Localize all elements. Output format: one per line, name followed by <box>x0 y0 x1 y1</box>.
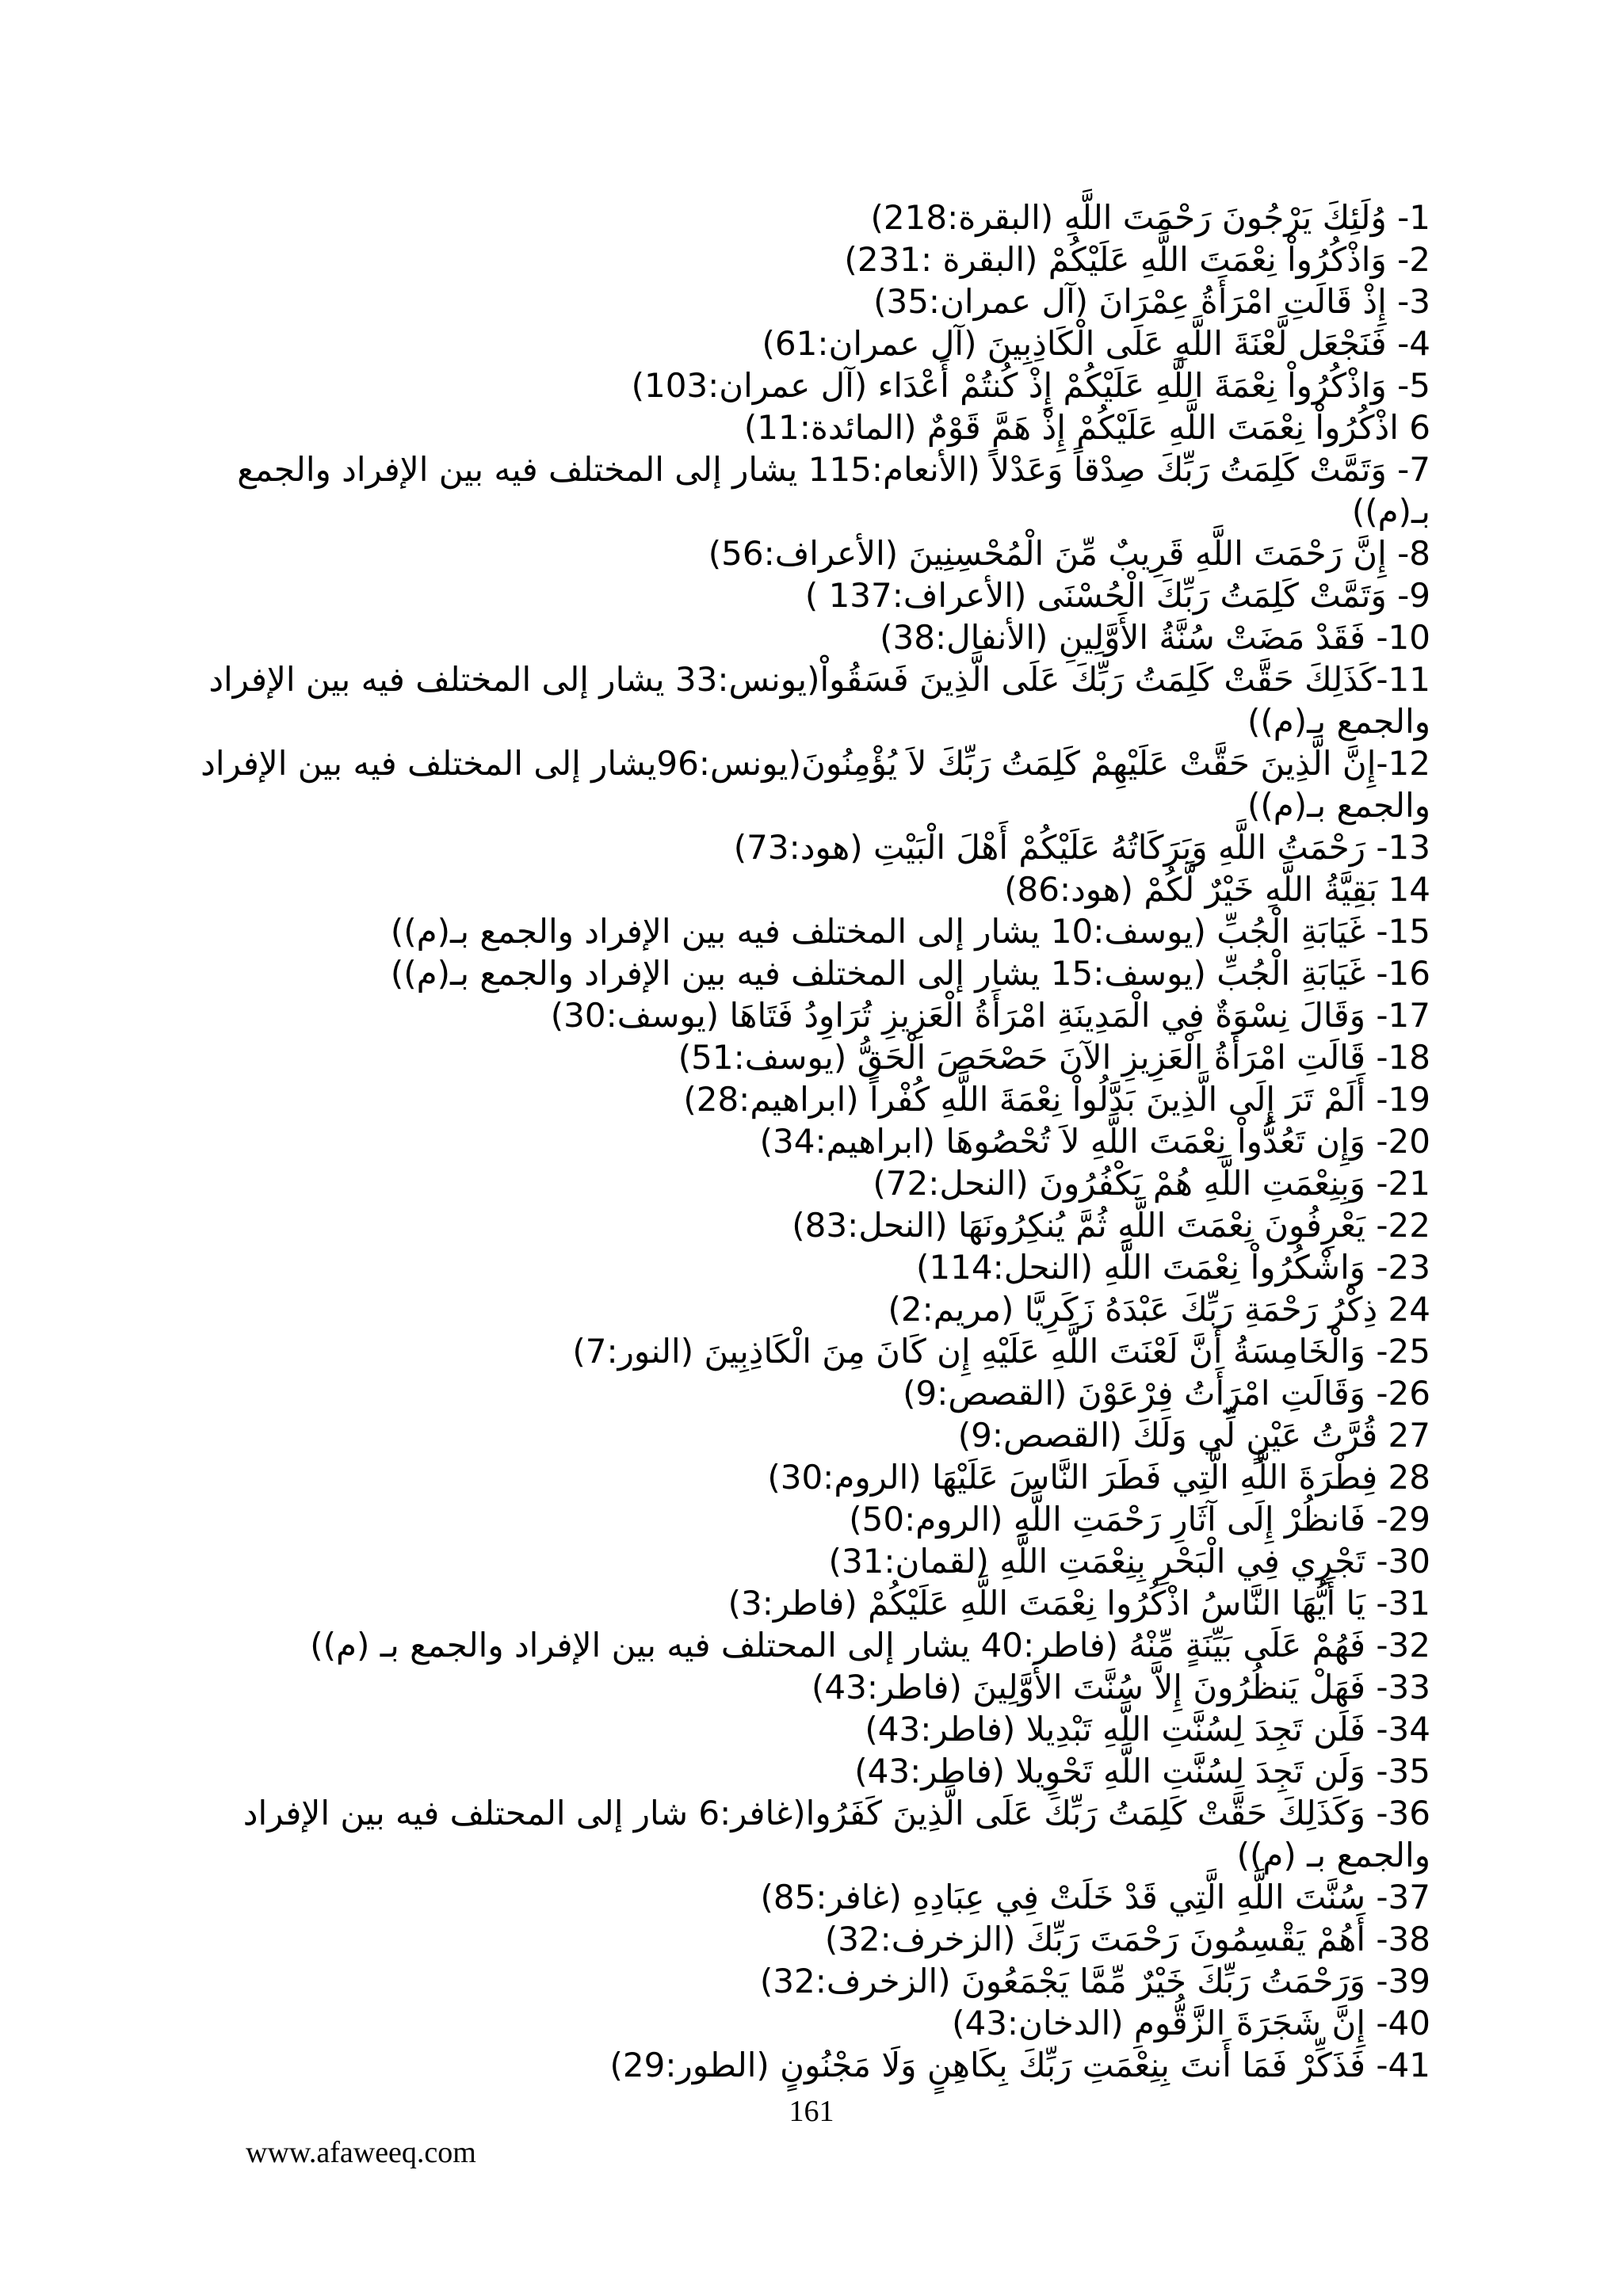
verse-line-6: 6 اذْكُرُواْ نِعْمَتَ اللَّهِ عَلَيْكُمْ إِذْ هَمَّ قَوْمٌ (المائدة:11) <box>743 408 1430 447</box>
verse-line-25: 25- وَالْخَامِسَةُ أَنَّ لَعْنَتَ اللَّهِ عَلَيْهِ إِن كَانَ مِنَ الْكَاذِبِينَ (النور:7) <box>572 1332 1430 1371</box>
verse-line-20: 20- وَإِن تَعُدُّواْ نِعْمَتَ اللَّهِ لاَ تُحْصُوهَا (ابراهيم:34) <box>759 1122 1430 1161</box>
verse-line-11: 11-كَذَلِكَ حَقَّتْ كَلِمَتُ رَبِّكَ عَلَى الَّذِينَ فَسَقُواْ(يونس:33 يشار إلى المختلف فيه بين الإفراد والجمع بـ(م)) <box>208 660 1430 741</box>
verse-line-28: 28 فِطْرَةَ اللَّهِ الَّتِي فَطَرَ النَّاسَ عَلَيْهَا (الروم:30) <box>767 1458 1430 1497</box>
verse-line-31: 31- يَا أَيُّهَا النَّاسُ اذْكُرُوا نِعْمَتَ اللَّهِ عَلَيْكُمْ (فاطر:3) <box>727 1584 1430 1623</box>
verse-line-9: 9- وَتَمَّتْ كَلِمَتُ رَبِّكَ الْحُسْنَى (الأعراف:137 ) <box>804 576 1430 615</box>
verse-line-1: 1- وُلَئِكَ يَرْجُونَ رَحْمَتَ اللَّهِ (البقرة:218) <box>870 198 1430 237</box>
verse-line-22: 22- يَعْرِفُونَ نِعْمَتَ اللَّهِ ثُمَّ يُنكِرُونَهَا (النحل:83) <box>792 1206 1430 1245</box>
verse-line-10: 10- فَقَدْ مَضَتْ سُنَّةُ الأَوَّلِينِ (الأنفال:38) <box>880 618 1430 657</box>
verse-line-19: 19- أَلَمْ تَرَ إِلَى الَّذِينَ بَدَّلُواْ نِعْمَةَ اللَّهِ كُفْراً (ابراهيم:28) <box>683 1080 1430 1119</box>
footer-url: www.afaweeq.com <box>246 2136 476 2169</box>
verse-line-4: 4- فَنَجْعَل لَّعْنَةَ اللَّهِ عَلَى الْكَاذِبِينَ (آل عمران:61) <box>762 324 1430 363</box>
verse-line-32: 32- فَهُمْ عَلَى بَيِّنَةٍ مِّنْهُ (فاطر:40 يشار إلى المحتلف فيه بين الإفراد والجمع بـ (م)) <box>310 1626 1430 1665</box>
verse-line-18: 18- قَالَتِ امْرَأَةُ الْعَزِيزِ الآنَ حَصْحَصَ الْحَقُّ (يوسف:51) <box>678 1038 1430 1077</box>
verse-line-41: 41- فَذَكِّرْ فَمَا أَنتَ بِنِعْمَتِ رَبِّكَ بِكَاهِنٍ وَلَا مَجْنُونٍ (الطور:29) <box>609 2046 1430 2084</box>
verse-line-16: 16- غَيَابَةِ الْجُبِّ (يوسف:15 يشار إلى المختلف فيه بين الإفراد والجمع بـ(م)) <box>390 954 1430 993</box>
verse-line-30: 30- تَجْرِي فِي الْبَحْرِ بِنِعْمَتِ اللَّهِ (لقمان:31) <box>828 1542 1430 1581</box>
verse-line-13: 13- رَحْمَتُ اللَّهِ وَبَرَكَاتُهُ عَلَيْكُمْ أَهْلَ الْبَيْتِ (هود:73) <box>733 828 1430 867</box>
page-number: 161 <box>789 2095 834 2128</box>
verse-line-14: 14 بَقِيَّةُ اللَّهِ خَيْرٌ لَّكُمْ (هود:86) <box>1004 870 1430 909</box>
verse-line-29: 29- فَانظُرْ إِلَى آثَارِ رَحْمَتِ اللَّهِ (الروم:50) <box>849 1500 1430 1539</box>
verse-line-26: 26- وَقَالَتِ امْرَأَتُ فِرْعَوْنَ (القصص:9) <box>903 1374 1430 1413</box>
verse-line-39: 39- وَرَحْمَتُ رَبِّكَ خَيْرٌ مِّمَّا يَجْمَعُونَ (الزخرف:32) <box>759 1962 1430 2000</box>
verse-line-27: 27 قُرَّتُ عَيْنٍ لِّي وَلَكَ (القصص:9) <box>957 1416 1430 1455</box>
verse-line-37: 37- سُنَّتَ اللَّهِ الَّتِي قَدْ خَلَتْ فِي عِبَادِهِ (غافر:85) <box>760 1878 1430 1917</box>
verse-line-21: 21- وَبِنِعْمَتِ اللَّهِ هُمْ يَكْفُرُونَ (النحل:72) <box>873 1164 1430 1203</box>
verse-line-7: 7- وَتَمَّتْ كَلِمَتُ رَبِّكَ صِدْقاً وَعَدْلاً (الأنعام:115 يشار إلى المختلف فيه بين الإفراد والجمع بـ(م)) <box>237 450 1430 531</box>
verse-line-23: 23- وَاشْكُرُواْ نِعْمَتَ اللَّهِ (النحل:114) <box>916 1248 1430 1287</box>
verse-line-12: 12-إِنَّ الَّذِينَ حَقَّتْ عَلَيْهِمْ كَلِمَتُ رَبِّكَ لاَ يُؤْمِنُونَ(يونس:96يشار إلى المختلف فيه بين الإفراد والجمع بـ(م)) <box>200 744 1430 825</box>
verse-line-24: 24 ذِكْرُ رَحْمَةِ رَبِّكَ عَبْدَهُ زَكَرِيَّا (مريم:2) <box>888 1290 1430 1329</box>
verse-line-17: 17- وَقَالَ نِسْوَةٌ فِي الْمَدِينَةِ امْرَأَةُ الْعَزِيزِ تُرَاوِدُ فَتَاهَا (يوسف:30) <box>550 996 1430 1035</box>
verse-line-40: 40- إِنَّ شَجَرَةَ الزَّقُّومِ (الدخان:43) <box>952 2004 1430 2042</box>
verse-line-15: 15- غَيَابَةِ الْجُبِّ (يوسف:10 يشار إلى المختلف فيه بين الإفراد والجمع بـ(م)) <box>390 912 1430 951</box>
verse-line-38: 38- أَهُمْ يَقْسِمُونَ رَحْمَتَ رَبِّكَ (الزخرف:32) <box>824 1920 1430 1958</box>
verse-line-35: 35- وَلَن تَجِدَ لِسُنَّتِ اللَّهِ تَحْوِيلا (فاطر:43) <box>854 1752 1430 1791</box>
verse-line-5: 5- وَاذْكُرُواْ نِعْمَةَ اللَّهِ عَلَيْكُمْ إِذْ كُنتُمْ أَعْدَاء (آل عمران:103) <box>631 366 1430 405</box>
verse-line-36: 36- وَكَذَلِكَ حَقَّتْ كَلِمَتُ رَبِّكَ عَلَى الَّذِينَ كَفَرُوا(غافر:6 شار إلى المحتلف فيه بين الإفراد والجمع بـ (م)) <box>242 1794 1430 1875</box>
verse-line-2: 2- وَاذْكُرُواْ نِعْمَتَ اللَّهِ عَلَيْكُمْ (البقرة :231) <box>844 240 1430 279</box>
verse-line-3: 3- إِذْ قَالَتِ امْرَأَةُ عِمْرَانَ (آل عمران:35) <box>873 282 1430 321</box>
verse-line-34: 34- فَلَن تَجِدَ لِسُنَّتِ اللَّهِ تَبْدِيلا (فاطر:43) <box>865 1710 1430 1749</box>
verse-line-33: 33- فَهَلْ يَنظُرُونَ إِلاَّ سُنَّتَ الأَوَّلِينَ (فاطر:43) <box>811 1668 1430 1707</box>
verse-list <box>194 196 1430 2086</box>
verse-line-8: 8- إِنَّ رَحْمَتَ اللَّهِ قَرِيبٌ مِّنَ الْمُحْسِنِينَ (الأعراف:56) <box>708 534 1430 573</box>
